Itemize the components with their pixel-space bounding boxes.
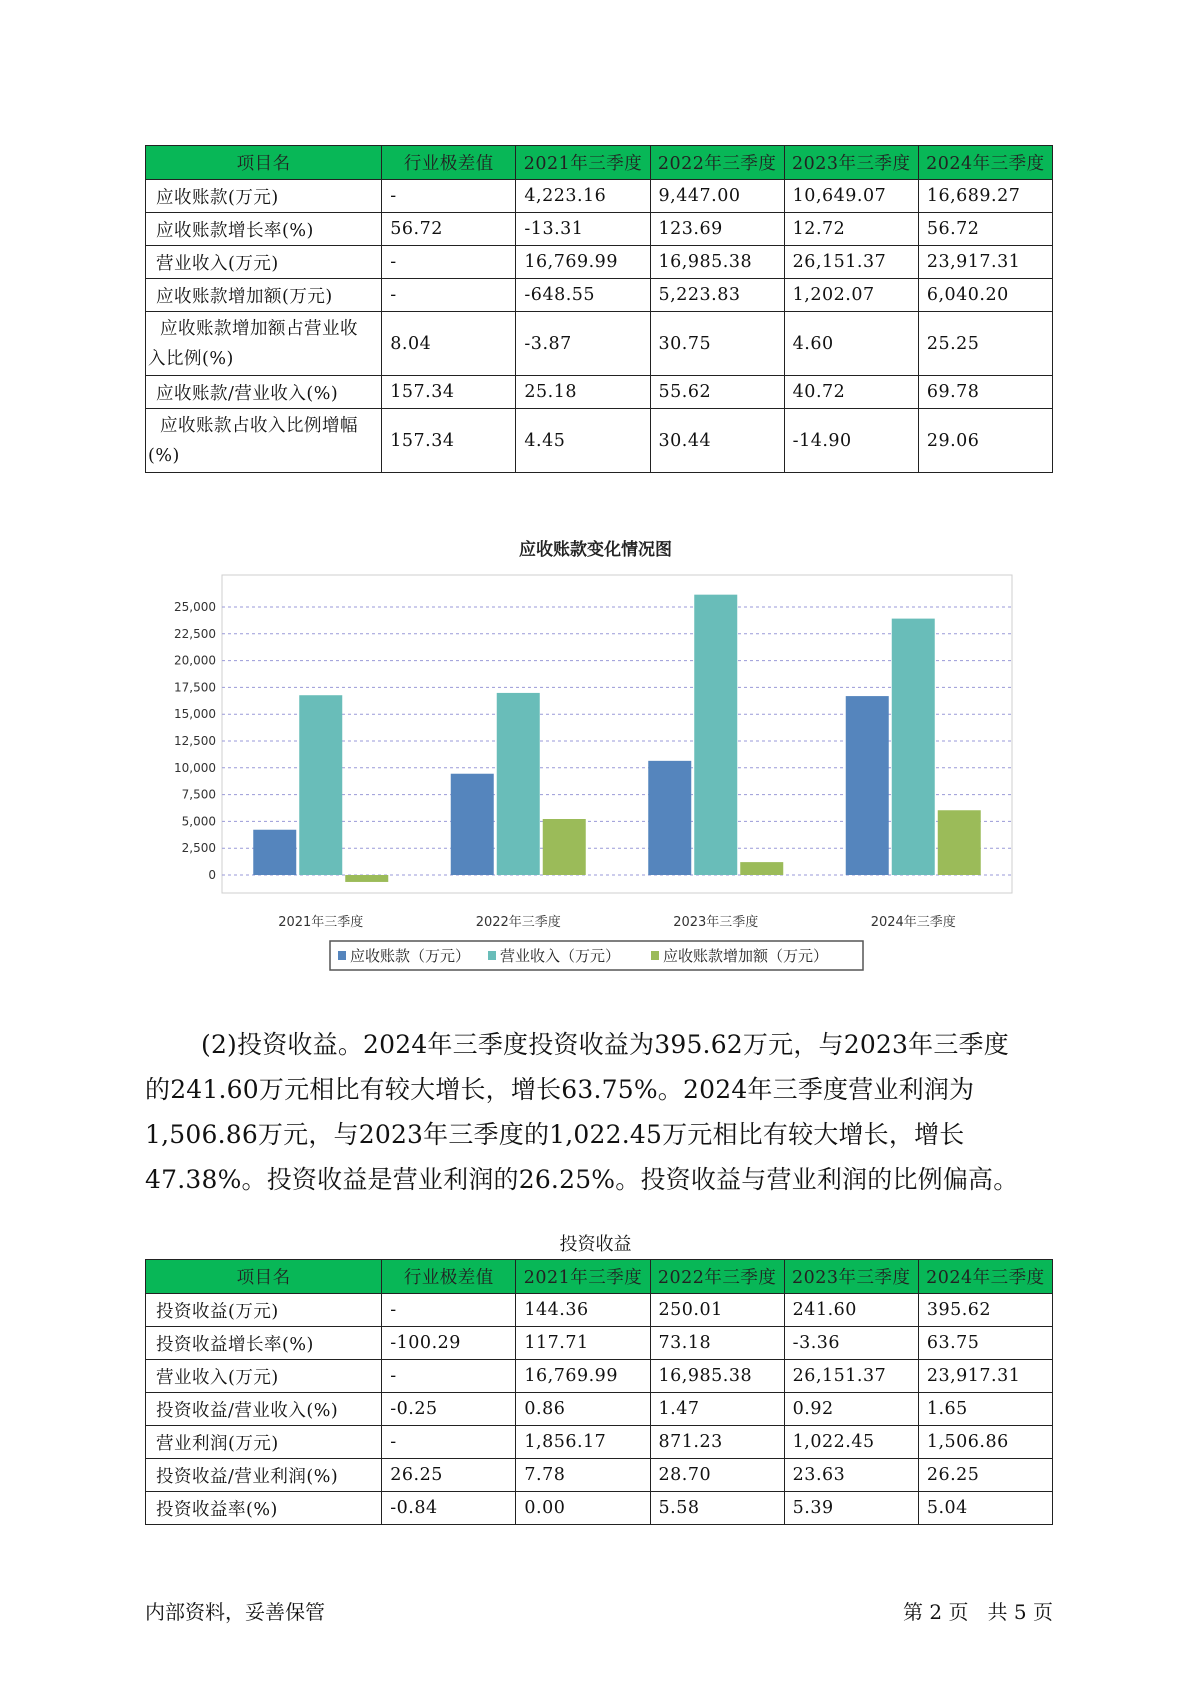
y-tick-label: 25,000 — [174, 600, 216, 614]
table-cell: 56.72 — [382, 213, 516, 246]
legend-swatch — [488, 951, 496, 960]
table-cell: 16,769.99 — [516, 1360, 650, 1393]
table-cell: 25.25 — [918, 312, 1052, 376]
legend-swatch — [338, 951, 346, 960]
table-cell: -100.29 — [382, 1327, 516, 1360]
table-cell: 25.18 — [516, 376, 650, 409]
table-cell: 144.36 — [516, 1294, 650, 1327]
table-cell: - — [382, 246, 516, 279]
table-cell: 241.60 — [784, 1294, 918, 1327]
header-cell: 2022年三季度 — [650, 1260, 784, 1294]
bar — [451, 774, 494, 875]
legend-label: 营业收入（万元） — [500, 947, 621, 965]
table-row — [146, 1327, 1053, 1360]
table-cell: 23,917.31 — [918, 1360, 1052, 1393]
table-cell: 0.00 — [516, 1492, 650, 1525]
row-label: 营业收入(万元) — [146, 246, 382, 279]
table-cell: -13.31 — [516, 213, 650, 246]
table-cell: -3.36 — [784, 1327, 918, 1360]
table-cell: 16,985.38 — [650, 246, 784, 279]
table-cell: -14.90 — [784, 409, 918, 473]
bar — [497, 693, 540, 875]
table-cell: 395.62 — [918, 1294, 1052, 1327]
table-cell: 29.06 — [918, 409, 1052, 473]
row-label: 应收账款(万元) — [146, 180, 382, 213]
table-cell: 10,649.07 — [784, 180, 918, 213]
y-tick-label: 7,500 — [181, 787, 216, 802]
y-tick-label: 20,000 — [174, 653, 216, 668]
table-row — [146, 1426, 1053, 1459]
table-cell: 0.86 — [516, 1393, 650, 1426]
table-cell: 55.62 — [650, 376, 784, 409]
paragraph-line: 1,506.86万元，与2023年三季度的1,022.45万元相比有较大增长，增长 — [145, 1120, 965, 1149]
bar — [846, 696, 889, 875]
header-cell: 2021年三季度 — [516, 146, 650, 180]
table-cell: 157.34 — [382, 376, 516, 409]
row-label: 投资收益/营业利润(%) — [146, 1459, 382, 1492]
table-cell: 23.63 — [784, 1459, 918, 1492]
header-cell: 2022年三季度 — [650, 146, 784, 180]
row-label: 投资收益/营业收入(%) — [146, 1393, 382, 1426]
bar — [938, 810, 981, 875]
table-cell: 1,202.07 — [784, 279, 918, 312]
row-label: 投资收益率(%) — [146, 1492, 382, 1525]
header-cell: 2024年三季度 — [918, 146, 1052, 180]
paragraph-line: 的241.60万元相比有较大增长，增长63.75%。2024年三季度营业利润为 — [145, 1075, 975, 1104]
bar — [543, 819, 586, 875]
table-cell: 5.04 — [918, 1492, 1052, 1525]
table-cell: -3.87 — [516, 312, 650, 376]
table-cell: 26.25 — [918, 1459, 1052, 1492]
footer-page-number: 第 2 页 共 5 页 — [903, 1600, 1053, 1624]
bar — [253, 830, 296, 875]
paragraph-line: 47.38%。投资收益是营业利润的26.25%。投资收益与营业利润的比例偏高。 — [145, 1165, 1019, 1194]
table-cell: 16,689.27 — [918, 180, 1052, 213]
table-cell: 73.18 — [650, 1327, 784, 1360]
table-cell: 63.75 — [918, 1327, 1052, 1360]
table-cell: 26,151.37 — [784, 246, 918, 279]
row-label: 应收账款/营业收入(%) — [146, 376, 382, 409]
table-cell: 23,917.31 — [918, 246, 1052, 279]
table-cell: -0.25 — [382, 1393, 516, 1426]
x-tick-label: 2024年三季度 — [870, 915, 956, 930]
chart-title: 应收账款变化情况图 — [519, 540, 672, 560]
row-label: 营业收入(万元) — [146, 1360, 382, 1393]
table-cell: 0.92 — [784, 1393, 918, 1426]
table-cell: 1,856.17 — [516, 1426, 650, 1459]
table-cell: 250.01 — [650, 1294, 784, 1327]
table-cell: 16,769.99 — [516, 246, 650, 279]
table-cell: 157.34 — [382, 409, 516, 473]
legend-swatch — [651, 951, 659, 960]
table-cell: 4,223.16 — [516, 180, 650, 213]
table-cell: 16,985.38 — [650, 1360, 784, 1393]
table-row — [146, 1294, 1053, 1327]
bar — [694, 595, 737, 875]
row-label: 投资收益(万元) — [146, 1294, 382, 1327]
header-cell: 2023年三季度 — [784, 1260, 918, 1294]
row-label: 应收账款增长率(%) — [146, 213, 382, 246]
header-cell: 行业极差值 — [382, 146, 516, 180]
table-cell: 117.71 — [516, 1327, 650, 1360]
table-cell: 1.47 — [650, 1393, 784, 1426]
y-tick-label: 5,000 — [181, 814, 216, 829]
table-cell: 9,447.00 — [650, 180, 784, 213]
footer-confidential-note: 内部资料，妥善保管 — [145, 1600, 325, 1624]
table-cell: 12.72 — [784, 213, 918, 246]
y-tick-label: 12,500 — [174, 734, 216, 748]
table-cell: 4.45 — [516, 409, 650, 473]
investment-income-paragraph — [145, 1022, 1065, 1202]
table-cell: 5.39 — [784, 1492, 918, 1525]
table-cell: - — [382, 1294, 516, 1327]
table-cell: 1,506.86 — [918, 1426, 1052, 1459]
x-tick-label: 2022年三季度 — [475, 915, 561, 930]
table-cell: - — [382, 180, 516, 213]
table-row — [146, 1492, 1053, 1525]
row-label: 投资收益增长率(%) — [146, 1327, 382, 1360]
header-cell: 项目名 — [146, 1260, 382, 1294]
table-cell: 30.44 — [650, 409, 784, 473]
legend-label: 应收账款（万元） — [350, 947, 471, 965]
table-cell: - — [382, 1426, 516, 1459]
table-cell: -648.55 — [516, 279, 650, 312]
header-cell: 2021年三季度 — [516, 1260, 650, 1294]
y-tick-label: 2,500 — [181, 841, 216, 856]
bar — [345, 875, 388, 882]
y-tick-label: 0 — [208, 868, 216, 882]
investment-income-table — [145, 1259, 1053, 1525]
table-cell: 1,022.45 — [784, 1426, 918, 1459]
table-cell: 871.23 — [650, 1426, 784, 1459]
bar — [740, 862, 783, 875]
table-cell: - — [382, 279, 516, 312]
row-label: 应收账款占收入比例增幅(%) — [146, 409, 382, 473]
table-cell: -0.84 — [382, 1492, 516, 1525]
row-label: 应收账款增加额(万元) — [146, 279, 382, 312]
table-cell: 8.04 — [382, 312, 516, 376]
table-cell: 40.72 — [784, 376, 918, 409]
header-cell: 项目名 — [146, 146, 382, 180]
table-cell: 6,040.20 — [918, 279, 1052, 312]
table-cell: 26,151.37 — [784, 1360, 918, 1393]
table-cell: 5,223.83 — [650, 279, 784, 312]
table-header-row — [146, 1260, 1053, 1294]
y-tick-label: 15,000 — [174, 707, 216, 722]
legend-label: 应收账款增加额（万元） — [663, 947, 829, 965]
paragraph-line: (2)投资收益。2024年三季度投资收益为395.62万元，与2023年三季度 — [201, 1030, 1009, 1059]
y-tick-label: 10,000 — [174, 760, 216, 775]
table-row — [146, 1459, 1053, 1492]
table-cell: 69.78 — [918, 376, 1052, 409]
bar — [299, 695, 342, 875]
header-cell: 2023年三季度 — [784, 146, 918, 180]
table-cell: 7.78 — [516, 1459, 650, 1492]
table-cell: 4.60 — [784, 312, 918, 376]
table-row — [146, 1393, 1053, 1426]
table-cell: 5.58 — [650, 1492, 784, 1525]
table-row — [146, 1360, 1053, 1393]
table-cell: 56.72 — [918, 213, 1052, 246]
table-cell: 30.75 — [650, 312, 784, 376]
table-cell: 28.70 — [650, 1459, 784, 1492]
row-label: 应收账款增加额占营业收入比例(%) — [146, 312, 382, 376]
header-cell: 2024年三季度 — [918, 1260, 1052, 1294]
x-tick-label: 2023年三季度 — [673, 915, 759, 930]
table-cell: - — [382, 1360, 516, 1393]
table-cell: 26.25 — [382, 1459, 516, 1492]
x-tick-label: 2021年三季度 — [278, 915, 364, 930]
bar — [648, 761, 691, 875]
table-caption: 投资收益 — [559, 1234, 632, 1255]
bar — [892, 619, 935, 875]
table-cell: 123.69 — [650, 213, 784, 246]
row-label: 营业利润(万元) — [146, 1426, 382, 1459]
header-cell: 行业极差值 — [382, 1260, 516, 1294]
y-tick-label: 22,500 — [174, 626, 216, 641]
table-cell: 1.65 — [918, 1393, 1052, 1426]
y-tick-label: 17,500 — [174, 680, 216, 695]
